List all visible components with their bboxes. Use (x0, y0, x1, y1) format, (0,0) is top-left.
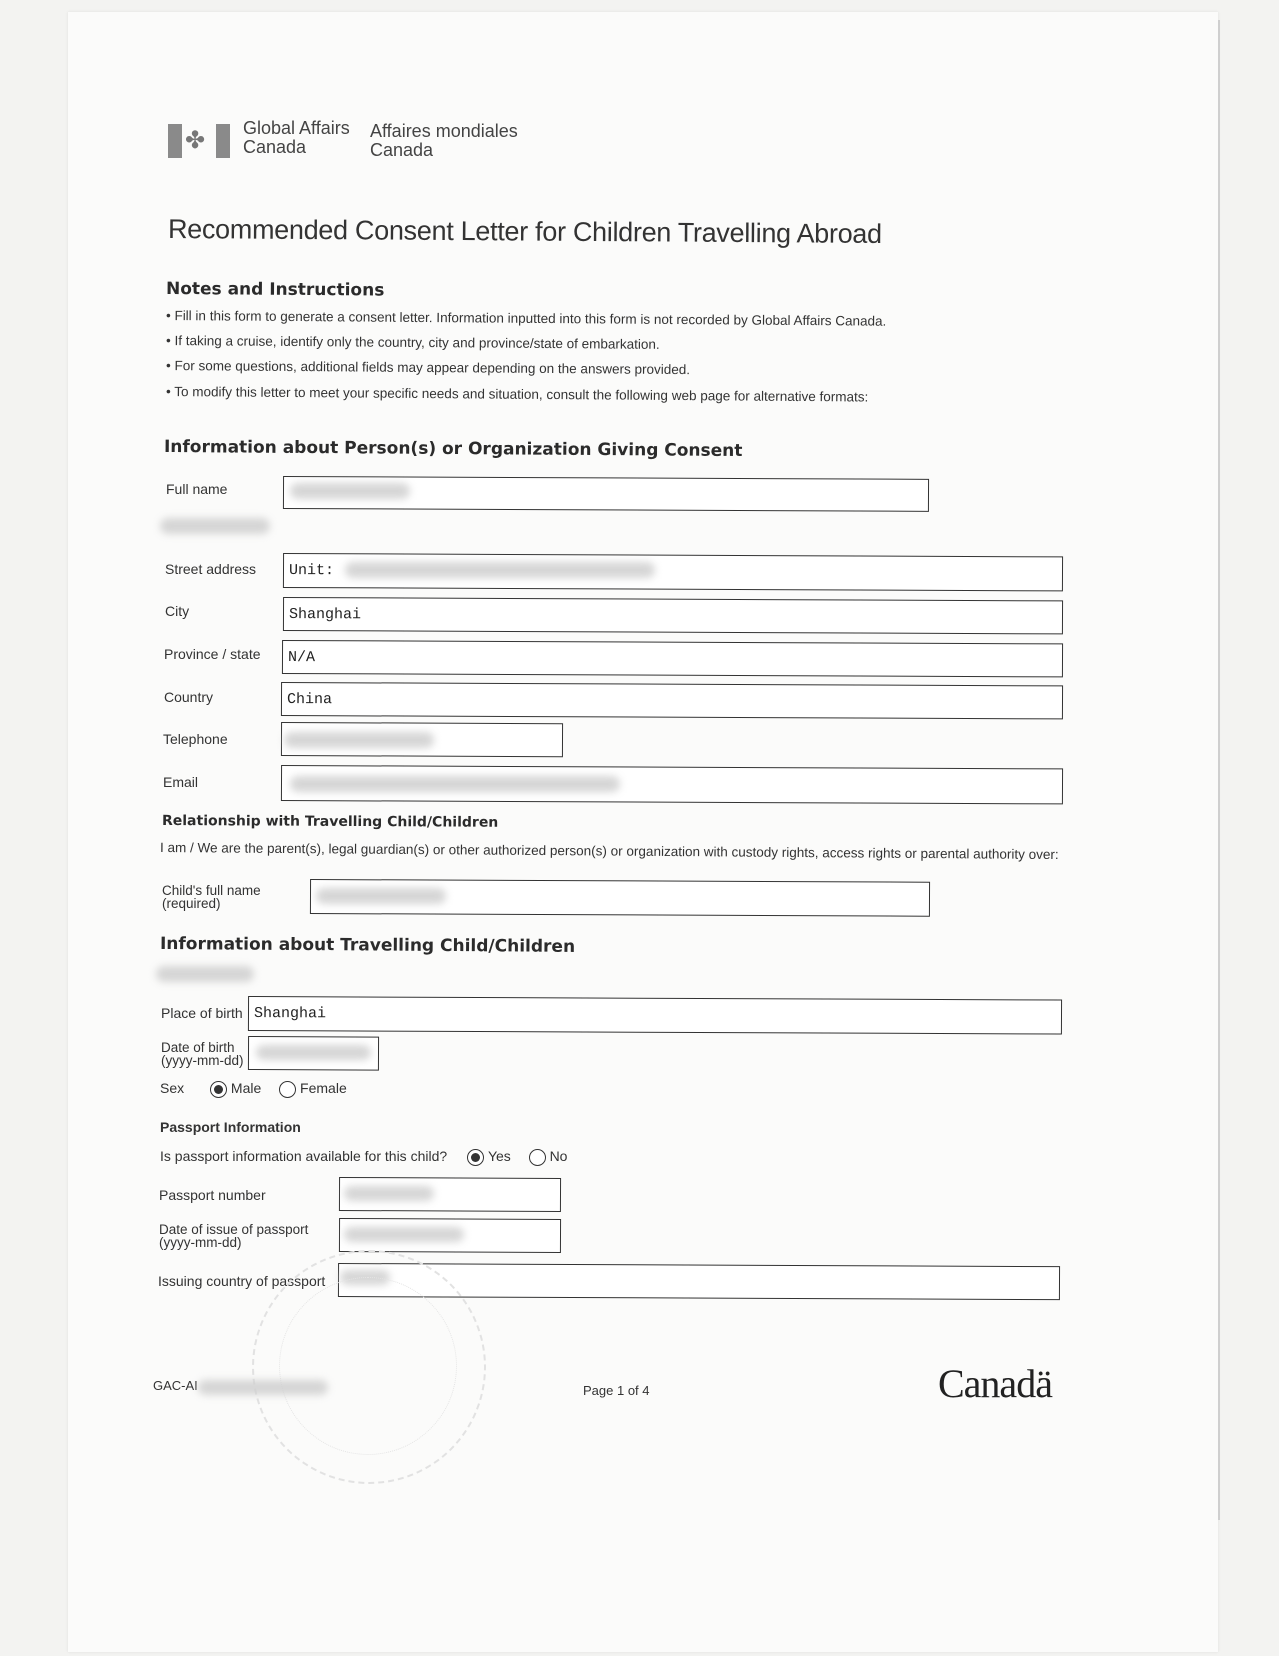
passport-no-radio[interactable] (529, 1149, 546, 1166)
page-title: Recommended Consent Letter for Children Travelling Abroad (167, 214, 882, 249)
place-of-birth-value: Shanghai (253, 1005, 327, 1023)
redaction (256, 1045, 371, 1060)
country-value: China (286, 690, 333, 708)
child-name-label (162, 884, 261, 910)
form-code: GAC-AI (153, 1378, 198, 1393)
notes-heading: Notes and Instructions (165, 279, 385, 301)
sex-male-label: Male (230, 1080, 262, 1096)
sex-row (160, 1080, 347, 1098)
redaction (156, 966, 254, 982)
org-name-en-line2: Canada (243, 137, 307, 157)
dob-label-line2: (yyyy-mm-dd) (161, 1053, 244, 1068)
place-of-birth-label: Place of birth (161, 1005, 243, 1021)
full-name-label: Full name (166, 481, 228, 497)
telephone-label: Telephone (163, 731, 228, 747)
child-name-label-line2: (required) (162, 896, 221, 911)
dob-label-line1: Date of birth (161, 1040, 235, 1055)
passport-yes-label: Yes (487, 1148, 511, 1164)
redaction (316, 888, 446, 904)
passport-yes-radio[interactable] (467, 1149, 484, 1166)
org-name-fr-line2: Canada (370, 140, 434, 160)
passport-number-label: Passport number (159, 1187, 266, 1203)
passport-heading: Passport Information (160, 1119, 301, 1135)
sex-male-radio[interactable] (210, 1081, 227, 1098)
redaction (290, 483, 410, 499)
org-name-fr-line1: Affaires mondiales (370, 121, 518, 141)
street-label: Street address (165, 561, 257, 577)
relationship-heading: Relationship with Travelling Child/Children (161, 813, 499, 831)
redaction (284, 732, 434, 748)
street-value: Unit: (288, 562, 335, 580)
org-name-en (243, 119, 350, 157)
child-name-label-line1: Child's full name (162, 883, 261, 898)
consent-heading: Information about Person(s) or Organization Giving Consent (163, 437, 743, 462)
redaction (344, 1227, 464, 1242)
passport-question-row (160, 1148, 567, 1166)
passport-issue-label (159, 1223, 308, 1249)
note-item: • For some questions, additional fields may appear depending on the answers provided. (165, 358, 691, 378)
official-seal-stamp (252, 1250, 486, 1484)
sex-label: Sex (160, 1080, 185, 1096)
province-value: N/A (287, 648, 316, 666)
child-heading: Information about Travelling Child/Children (159, 934, 576, 957)
province-label: Province / state (164, 646, 261, 662)
passport-issue-label-line1: Date of issue of passport (159, 1222, 309, 1237)
dob-label (161, 1041, 244, 1067)
country-label: Country (164, 689, 214, 705)
email-label: Email (163, 774, 199, 790)
relationship-text: I am / We are the parent(s), legal guardian(s) or other authorized person(s) or organization with custody rights, access rights or parental authority over: (159, 840, 1059, 863)
issuing-country-label: Issuing country of passport (158, 1273, 326, 1289)
country-field[interactable] (281, 682, 1063, 719)
note-item: • To modify this letter to meet your specific needs and situation, consult the following web page for alternative formats: (165, 384, 869, 405)
redaction (160, 518, 270, 534)
redaction (290, 776, 620, 792)
sex-female-label: Female (300, 1080, 347, 1096)
canada-flag-icon: ✤ (168, 124, 230, 158)
canada-wordmark: Canadä (938, 1361, 1052, 1406)
passport-issue-label-line2: (yyyy-mm-dd) (159, 1235, 242, 1250)
place-of-birth-field[interactable] (248, 996, 1062, 1035)
passport-question: Is passport information available for this child? (160, 1148, 448, 1164)
org-name-fr (370, 122, 518, 160)
passport-no-label: No (549, 1148, 568, 1164)
page-edge (1218, 20, 1220, 1520)
province-field[interactable] (282, 640, 1063, 677)
redaction (344, 1186, 434, 1201)
city-value: Shanghai (288, 605, 362, 623)
redaction (345, 562, 655, 578)
page-number: Page 1 of 4 (583, 1383, 650, 1398)
org-name-en-line1: Global Affairs (243, 118, 350, 138)
note-item: • Fill in this form to generate a consent letter. Information inputted into this form is not recorded by Global Affairs Canada. (165, 308, 887, 329)
redaction (198, 1380, 328, 1395)
city-field[interactable] (283, 597, 1063, 634)
note-item: • If taking a cruise, identify only the country, city and province/state of embarkation. (165, 333, 660, 352)
sex-female-radio[interactable] (279, 1081, 296, 1098)
city-label: City (165, 603, 190, 619)
